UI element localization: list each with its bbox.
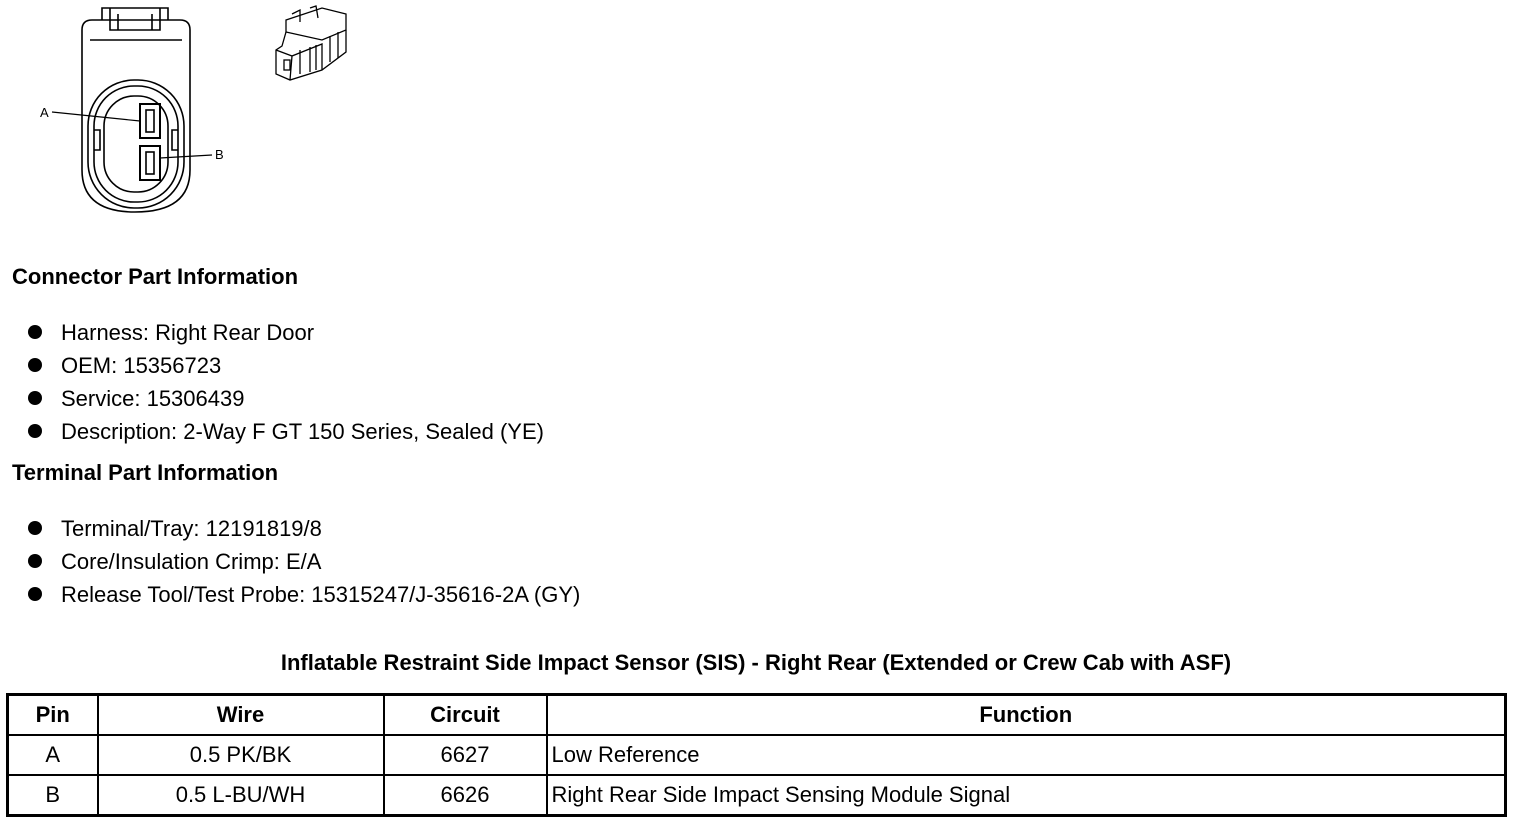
connector-isometric-icon (276, 6, 346, 80)
table-header-row (8, 695, 1506, 736)
bullet-icon (28, 521, 42, 535)
cell-function: Low Reference (547, 735, 1506, 775)
cell-wire: 0.5 PK/BK (98, 735, 384, 775)
header-pin: Pin (8, 695, 98, 736)
table-title: Inflatable Restraint Side Impact Sensor (SIS) - Right Rear (Extended or Crew Cab with ASF) (280, 650, 1232, 675)
list-item: OEM: 15356723 (28, 349, 544, 382)
bullet-icon (28, 391, 42, 405)
table-row (8, 735, 1506, 775)
cell-pin: B (8, 775, 98, 816)
cell-circuit: 6626 (384, 775, 547, 816)
table-row (8, 775, 1506, 816)
connector-info-list (28, 316, 544, 448)
pin-b-callout: B (215, 147, 224, 162)
bullet-icon (28, 358, 42, 372)
cell-pin: A (8, 735, 98, 775)
list-item: Description: 2-Way F GT 150 Series, Sealed (YE) (28, 415, 544, 448)
header-wire: Wire (98, 695, 384, 736)
list-item: Harness: Right Rear Door (28, 316, 544, 349)
bullet-icon (28, 554, 42, 568)
list-item: Service: 15306439 (28, 382, 544, 415)
cell-function: Right Rear Side Impact Sensing Module Signal (547, 775, 1506, 816)
terminal-info-list (28, 512, 580, 611)
header-circuit: Circuit (384, 695, 547, 736)
header-function: Function (547, 695, 1506, 736)
list-item: Terminal/Tray: 12191819/8 (28, 512, 580, 545)
list-item: Release Tool/Test Probe: 15315247/J-35616-2A (GY) (28, 578, 580, 611)
pin-a-callout: A (40, 105, 49, 120)
connector-diagram (0, 0, 380, 225)
bullet-icon (28, 325, 42, 339)
connector-face-drawing (0, 0, 380, 225)
cell-wire: 0.5 L-BU/WH (98, 775, 384, 816)
pinout-table (6, 693, 1507, 817)
bullet-icon (28, 587, 42, 601)
list-item: Core/Insulation Crimp: E/A (28, 545, 580, 578)
terminal-info-heading: Terminal Part Information (12, 460, 279, 485)
cell-circuit: 6627 (384, 735, 547, 775)
connector-info-heading: Connector Part Information (12, 264, 299, 289)
bullet-icon (28, 424, 42, 438)
